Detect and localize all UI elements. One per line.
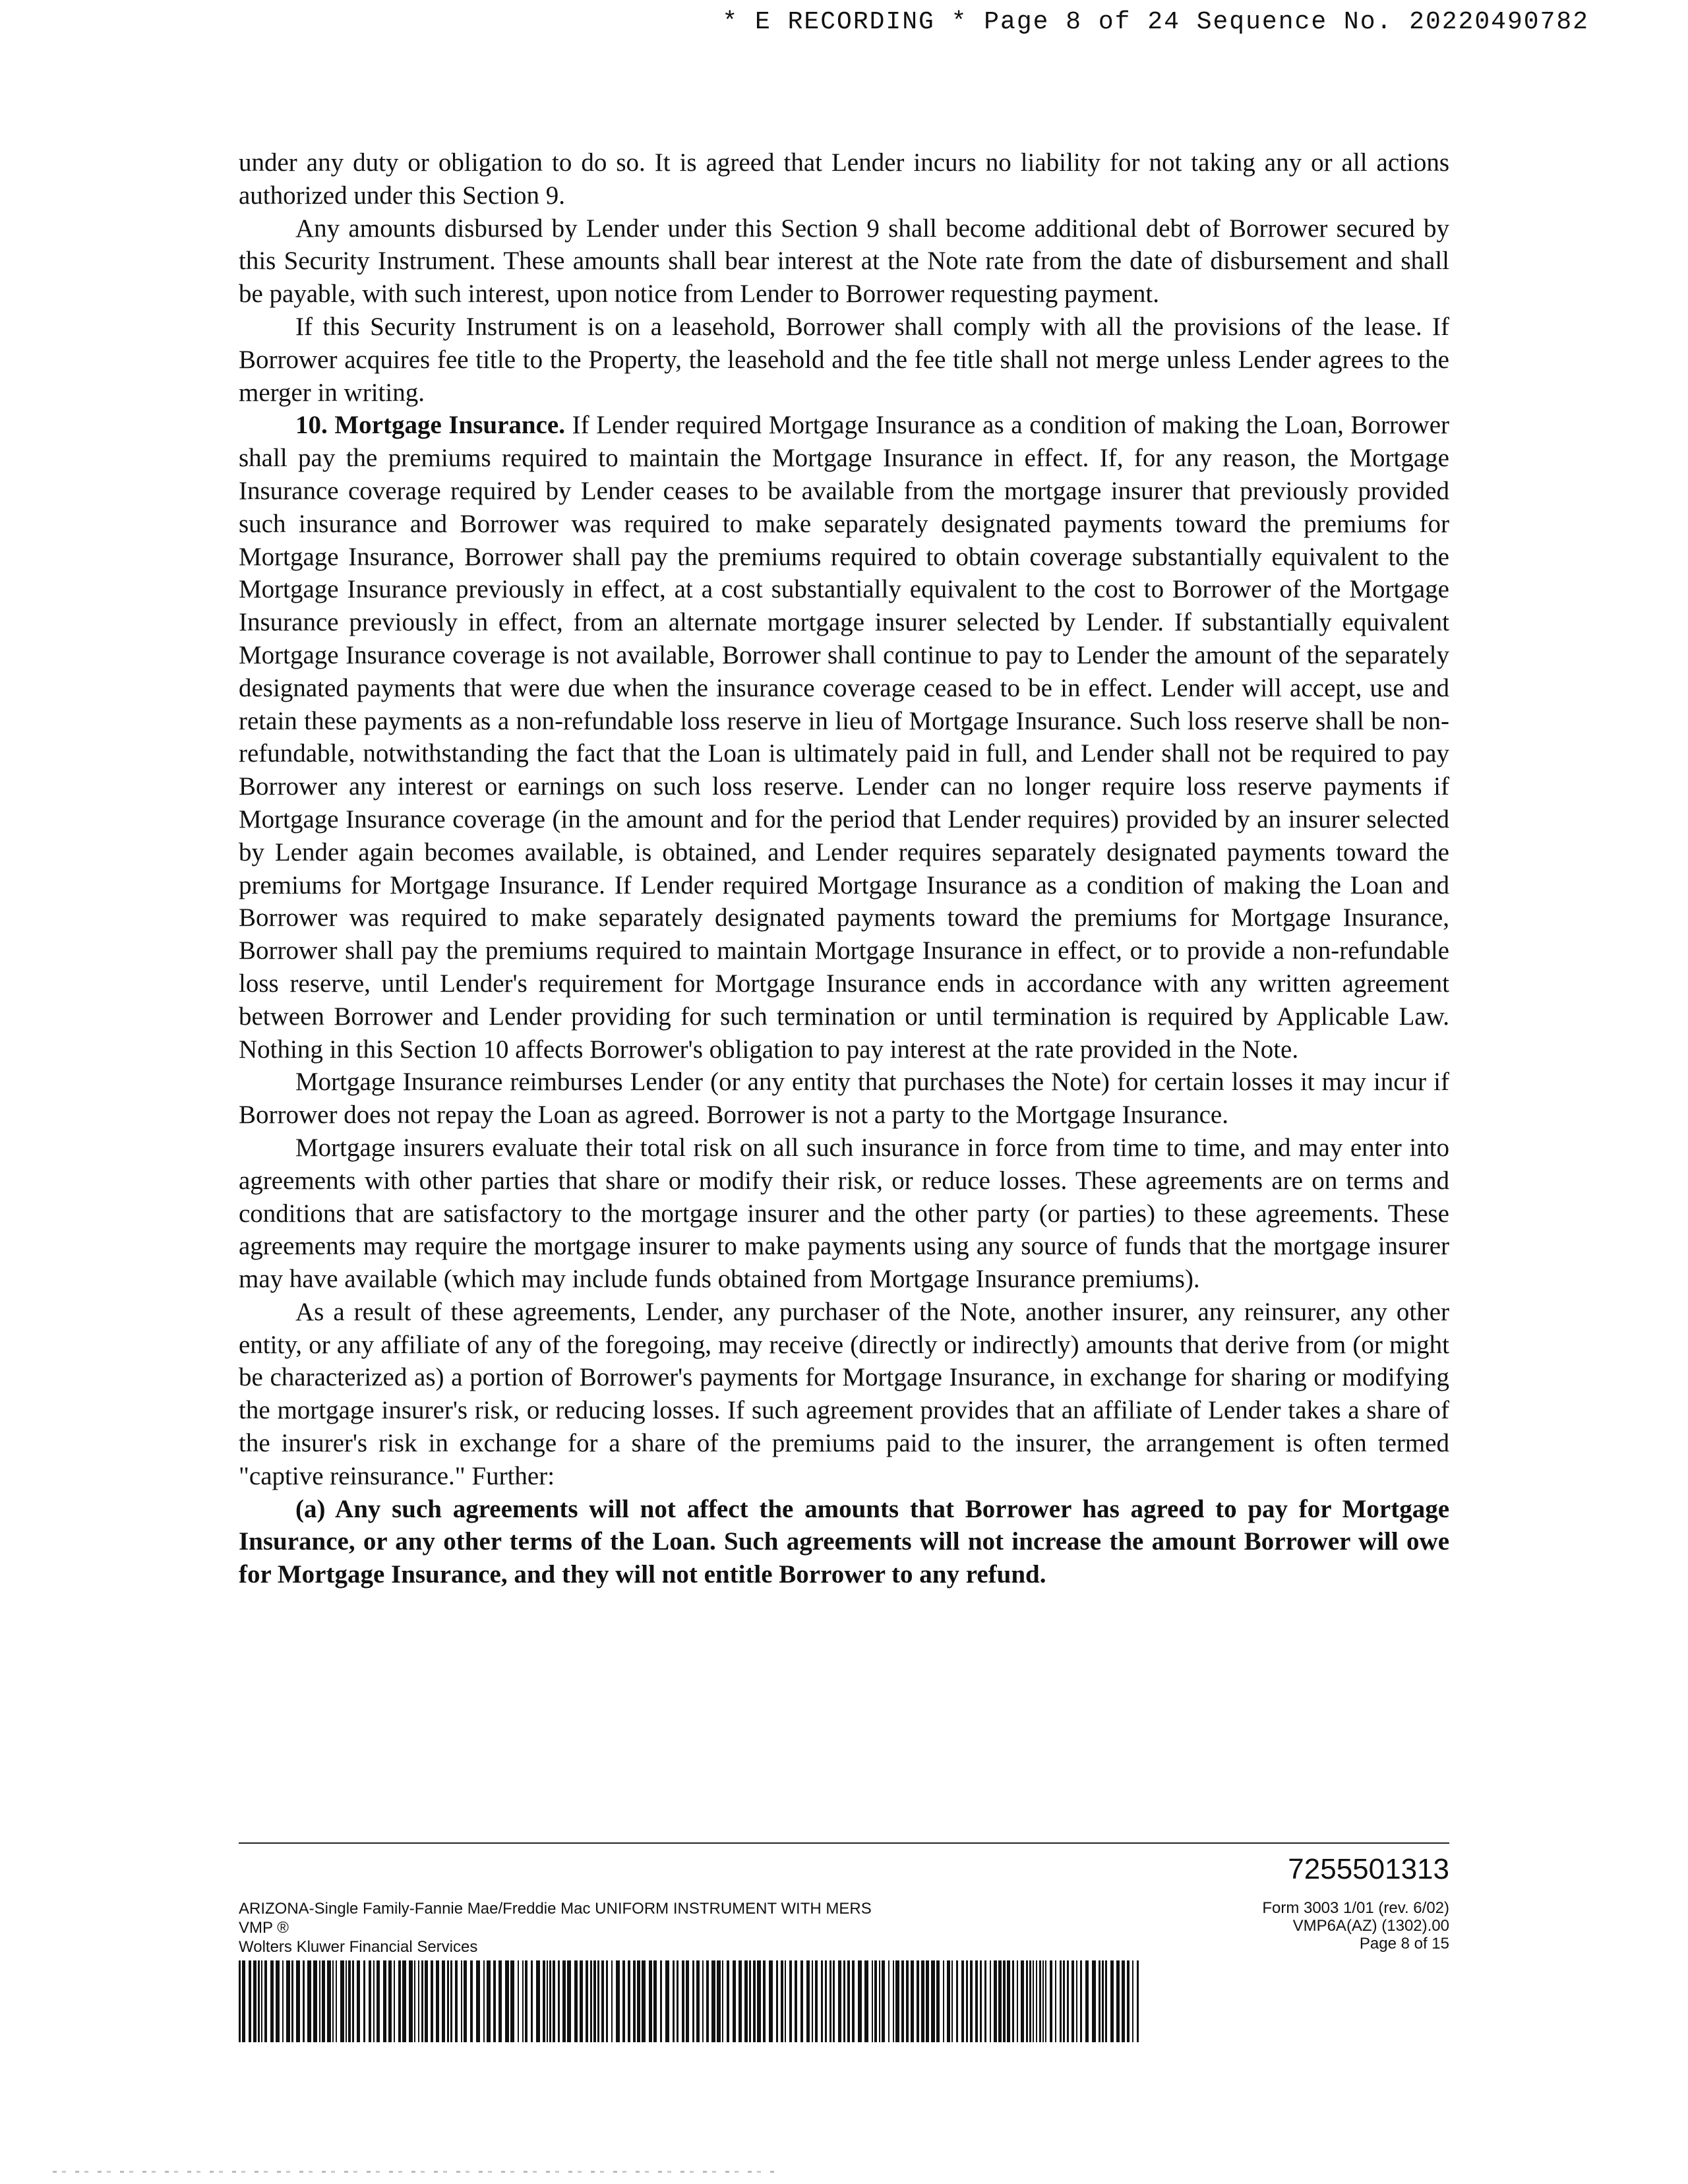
footer-divider — [239, 1842, 1449, 1844]
paragraph-captive-reinsurance: As a result of these agreements, Lender, any purchaser of the Note, another insurer, any reinsurer, any other entity, or any affiliate of any of the foregoing, may receive (directly or indirectly) amounts that derive from (or might be characterized as) a portion of Borrower's payments for Mortgage Insurance, in exchange for sharing or modifying the mortgage insurer's risk, or reducing losses. If such agreement provides that an affiliate of Lender takes a share of the insurer's risk in exchange for a share of the premiums paid to the insurer, the arrangement is often termed "captive reinsurance." Further: — [239, 1297, 1449, 1490]
form-description — [239, 1899, 872, 1957]
section-10-text: If Lender required Mortgage Insurance as a condition of making the Loan, Borrower shall pay the premiums required to maintain the Mortgage Insurance in effect. If, for any reason, the Mortgage Insurance coverage required by Lender ceases to be available from the mortgage insurer that previously provided such insurance and Borrower was required to make separately designated payments toward the premiums for Mortgage Insurance, Borrower shall pay the premiums required to obtain coverage substantially equivalent to the Mortgage Insurance previously in effect, at a cost substantially equivalent to the cost to Borrower of the Mortgage Insurance previously in effect, from an alternate mortgage insurer selected by Lender. If substantially equivalent Mortgage Insurance coverage is not available, Borrower shall continue to pay to Lender the amount of the separately designated payments that were due when the insurance coverage ceased to be in effect. Lender will accept, use and retain these payments as a non-refundable loss reserve in lieu of Mortgage Insurance. Such loss reserve shall be non-refundable, notwithstanding the fact that the Loan is ultimately paid in full, and Lender shall not be required to pay Borrower any interest or earnings on such loss reserve. Lender can no longer require loss reserve payments if Mortgage Insurance coverage (in the amount and for the period that Lender requires) provided by an insurer selected by Lender again becomes available, is obtained, and Lender requires separately designated payments toward the premiums for Mortgage Insurance. If Lender required Mortgage Insurance as a condition of making the Loan and Borrower was required to make separately designated payments toward the premiums for Mortgage Insurance, Borrower shall pay the premiums required to maintain Mortgage Insurance in effect, or to provide a non-refundable loss reserve, until Lender's requirement for Mortgage Insurance ends in accordance with any written agreement between Borrower and Lender providing for such termination or until termination is required by Applicable Law. Nothing in this Section 10 affects Borrower's obligation to pay interest at the rate provided in the Note. — [239, 411, 1449, 1064]
barcode-icon — [239, 1960, 1142, 2042]
recording-stamp: * E RECORDING * Page 8 of 24 Sequence No. 20220490782 — [722, 8, 1589, 36]
paragraph-continuation: under any duty or obligation to do so. It is agreed that Lender incurs no liability for not taking any or all actions authorized under this Section 9. — [239, 148, 1449, 210]
loan-number: 7255501313 — [1288, 1853, 1449, 1885]
vendor-mark: VMP ® — [239, 1919, 289, 1937]
form-page-number: Page 8 of 15 — [1359, 1935, 1449, 1953]
form-code: VMP6A(AZ) (1302).00 — [1292, 1917, 1449, 1935]
form-number: Form 3003 1/01 (rev. 6/02) — [1262, 1899, 1449, 1917]
publisher: Wolters Kluwer Financial Services — [239, 1938, 478, 1956]
paragraph-disbursed-amounts: Any amounts disbursed by Lender under this Section 9 shall become additional debt of Borrower secured by this Security Instrument. These amounts shall bear interest at the Note rate from the date of disbursement and shall be payable, with such interest, upon notice from Lender to Borrower requesting payment. — [239, 214, 1449, 309]
form-title: ARIZONA-Single Family-Fannie Mae/Freddie Mac UNIFORM INSTRUMENT WITH MERS — [239, 1900, 872, 1918]
form-identifier — [1262, 1899, 1449, 1953]
paragraph-insurer-agreements: Mortgage insurers evaluate their total risk on all such insurance in force from time to time, and may enter into agreements with other parties that share or modify their risk, or reduce losses. These agreements are on terms and conditions that are satisfactory to the mortgage insurer and the other party (or parties) to these agreements. These agreements may require the mortgage insurer to make payments using any source of funds that the mortgage insurer may have available (which may include funds obtained from Mortgage Insurance premiums). — [239, 1133, 1449, 1294]
section-10-heading: 10. Mortgage Insurance. — [295, 411, 565, 440]
paragraph-clause-a: (a) Any such agreements will not affect the amounts that Borrower has agreed to pay for Mortgage Insurance, or any other terms of the Loan. Such agreements will not increase the amount Borrower will owe for Mortgage Insurance, and they will not entitle Borrower to any refund. — [239, 1494, 1449, 1589]
paragraph-leasehold: If this Security Instrument is on a leasehold, Borrower shall comply with all the provisions of the lease. If Borrower acquires fee title to the Property, the leasehold and the fee title shall not merge unless Lender agrees to the merger in writing. — [239, 312, 1449, 407]
document-body — [239, 146, 1449, 1591]
scan-artifact — [53, 2171, 778, 2173]
paragraph-reimbursement: Mortgage Insurance reimburses Lender (or any entity that purchases the Note) for certain losses it may incur if Borrower does not repay the Loan as agreed. Borrower is not a party to the Mortgage Insurance. — [239, 1068, 1449, 1130]
paragraph-mortgage-insurance — [239, 409, 1449, 1066]
